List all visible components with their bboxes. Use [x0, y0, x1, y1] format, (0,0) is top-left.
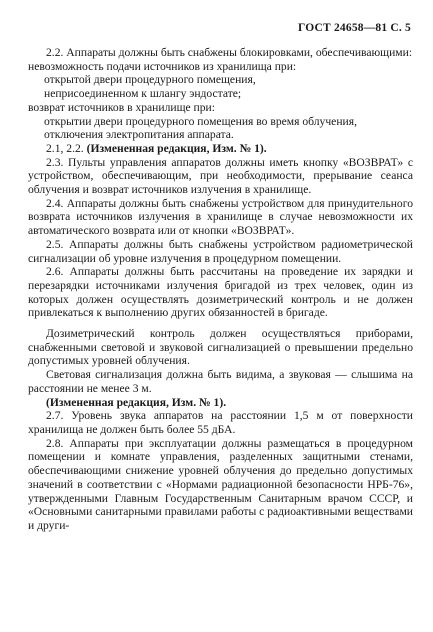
edition-note-text: (Измененная редакция, Изм. № 1).: [86, 141, 267, 155]
list-subitem-endostat: неприсоединенном к шлангу эндостате;: [44, 87, 242, 101]
paragraph-gap: [28, 320, 413, 327]
page-header: ГОСТ 24658—81 С. 5: [298, 22, 411, 34]
paragraph-2-3: 2.3. Пульты управления аппаратов должны иметь кнопку «ВОЗВРАТ» с устройством, обеспечивающим, при необходимости, прерывание сеанса облучения и возврат источников излучения в хранилище.: [28, 155, 413, 197]
edition-note-2-1-2-2: [28, 142, 413, 156]
edition-note-numbers: 2.1, 2.2.: [46, 141, 84, 155]
paragraph-signal: Световая сигнализация должна быть видима, а звуковая — слышима на расстоянии не менее 3 м.: [28, 368, 413, 395]
paragraph-2-7: 2.7. Уровень звука аппаратов на расстоянии 1,5 м от поверхности хранилища не должен быть более 55 дБА.: [28, 409, 413, 436]
paragraph-2-5: 2.5. Аппараты должны быть снабжены устройством радиометрической сигнализации об уровне излучения в процедурном помещении.: [28, 237, 413, 265]
paragraph-2-2: 2.2. Аппараты должны быть снабжены блокировками, обеспечивающими:: [46, 46, 413, 59]
list-item-return: возврат источников в хранилище при:: [28, 100, 215, 114]
list-subitem-power-off: отключения электропитания аппарата.: [44, 128, 234, 142]
list-subitem-open-door: открытой двери процедурного помещения,: [44, 73, 256, 87]
document-body: [28, 46, 413, 533]
list-subitem-door-opening: открытии двери процедурного помещения во время облучения,: [44, 114, 357, 128]
edition-note-2: [28, 396, 413, 410]
edition-note-2-text: (Измененная редакция, Изм. № 1).: [46, 395, 227, 409]
paragraph-dosimetric: Дозиметрический контроль должен осуществляться приборами, снабженными световой и звуковой сигнализацией о превышении предельно допустимых уровней облучения.: [28, 327, 413, 368]
list-item-supply-block: невозможность подачи источников из хранилища при:: [28, 59, 297, 73]
paragraph-2-8: 2.8. Аппараты при эксплуатации должны размещаться в процедурном помещении и комнате управления, разделенных защитными стенами, обеспечивающими снижение уровней облучения до предельно допустимых значений в соответствии с «Нормами радиационной безопасности НРБ-76», утвержденными Главным Государственным Санитарным врачом СССР, и «Основными санитарными правилами работы с радиоактивными веществами и други-: [28, 436, 413, 532]
paragraph-2-4: 2.4. Аппараты должны быть снабжены устройством для принудительного возврата источников излучения в хранилище в случае невозможности их автоматического возврата или от кнопки «ВОЗВРАТ».: [28, 196, 413, 238]
paragraph-2-6: 2.6. Аппараты должны быть рассчитаны на проведение их зарядки и перезарядки источниками излучения бригадой из трех человек, один из которых должен осуществлять дозиметрический контроль и не должен привлекаться к выполнению других обязанностей в бригаде.: [28, 265, 413, 320]
